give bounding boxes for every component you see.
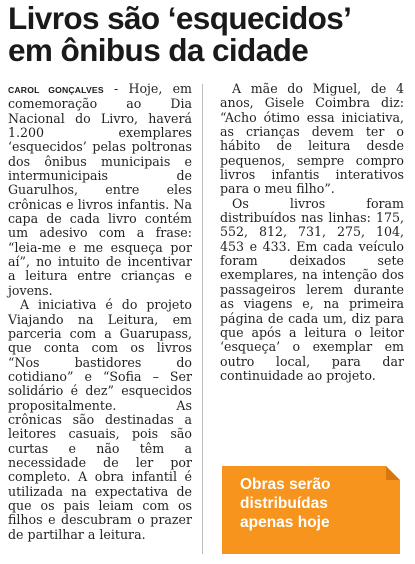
callout-box xyxy=(222,466,400,554)
article-paragraph-1-text: - Hoje, em comemoração ao Dia Nacional do Livro, haverá 1.200 exemplares ‘esquecidos’ pelas poltronas dos ônibus municipais e intermunicipais de Guarulhos, entre eles crônicas e livros infantis. Na capa de cada livro contém um adesivo com a frase: “leia-me e me esqueça por aí”, no intuito de incentivar a leitura entre crianças e jovens. xyxy=(8,81,192,298)
headline-line-1: Livros são ‘esquecidos’ xyxy=(8,0,352,36)
column-divider xyxy=(202,84,203,554)
byline: CAROL GONÇALVES xyxy=(8,85,104,95)
folded-corner-icon xyxy=(386,466,400,480)
callout-line-2: distribuídas xyxy=(240,495,328,512)
callout-line-3: apenas hoje xyxy=(240,514,330,531)
headline xyxy=(8,2,410,66)
headline-line-2: em ônibus da cidade xyxy=(8,32,309,68)
article-paragraph-2: A iniciativa é do projeto Viajando na Leitura, em parceria com a Guarupass, que conta com os livros “Nos bastidores do cotidiano” e “Sofia – Ser solidário é dez” esquecidos propositalmente. As crônicas são destinadas a leitores casuais, pois são curtas e não têm a necessidade de ler por completo. A obra infantil é utilizada na expectativa de que os pais leiam com os filhos e descubram o prazer de partilhar a leitura. xyxy=(8,297,192,542)
article-paragraph-1 xyxy=(8,82,192,298)
article-column-left xyxy=(8,82,192,542)
article-paragraph-3: A mãe do Miguel, de 4 anos, Gisele Coimbra diz: “Acho ótimo essa iniciativa, as crianças devem ter o hábito de leitura desde pequenos, sempre compro livros infantis interativos para o meu filho”. xyxy=(220,81,404,197)
article-column-right xyxy=(220,82,404,383)
article-paragraph-4: Os livros foram distribuídos nas linhas: 175, 552, 812, 731, 275, 104, 453 e 433. Em cada veículo foram deixados sete exemplares, na intenção dos passageiros lerem durante as viagens e, na primeira página de cada um, diz para que após a leitura o leitor ‘esqueça’ o exemplar em outro local, para dar continuidade ao projeto. xyxy=(220,195,404,383)
callout-line-1: Obras serão xyxy=(240,476,331,493)
